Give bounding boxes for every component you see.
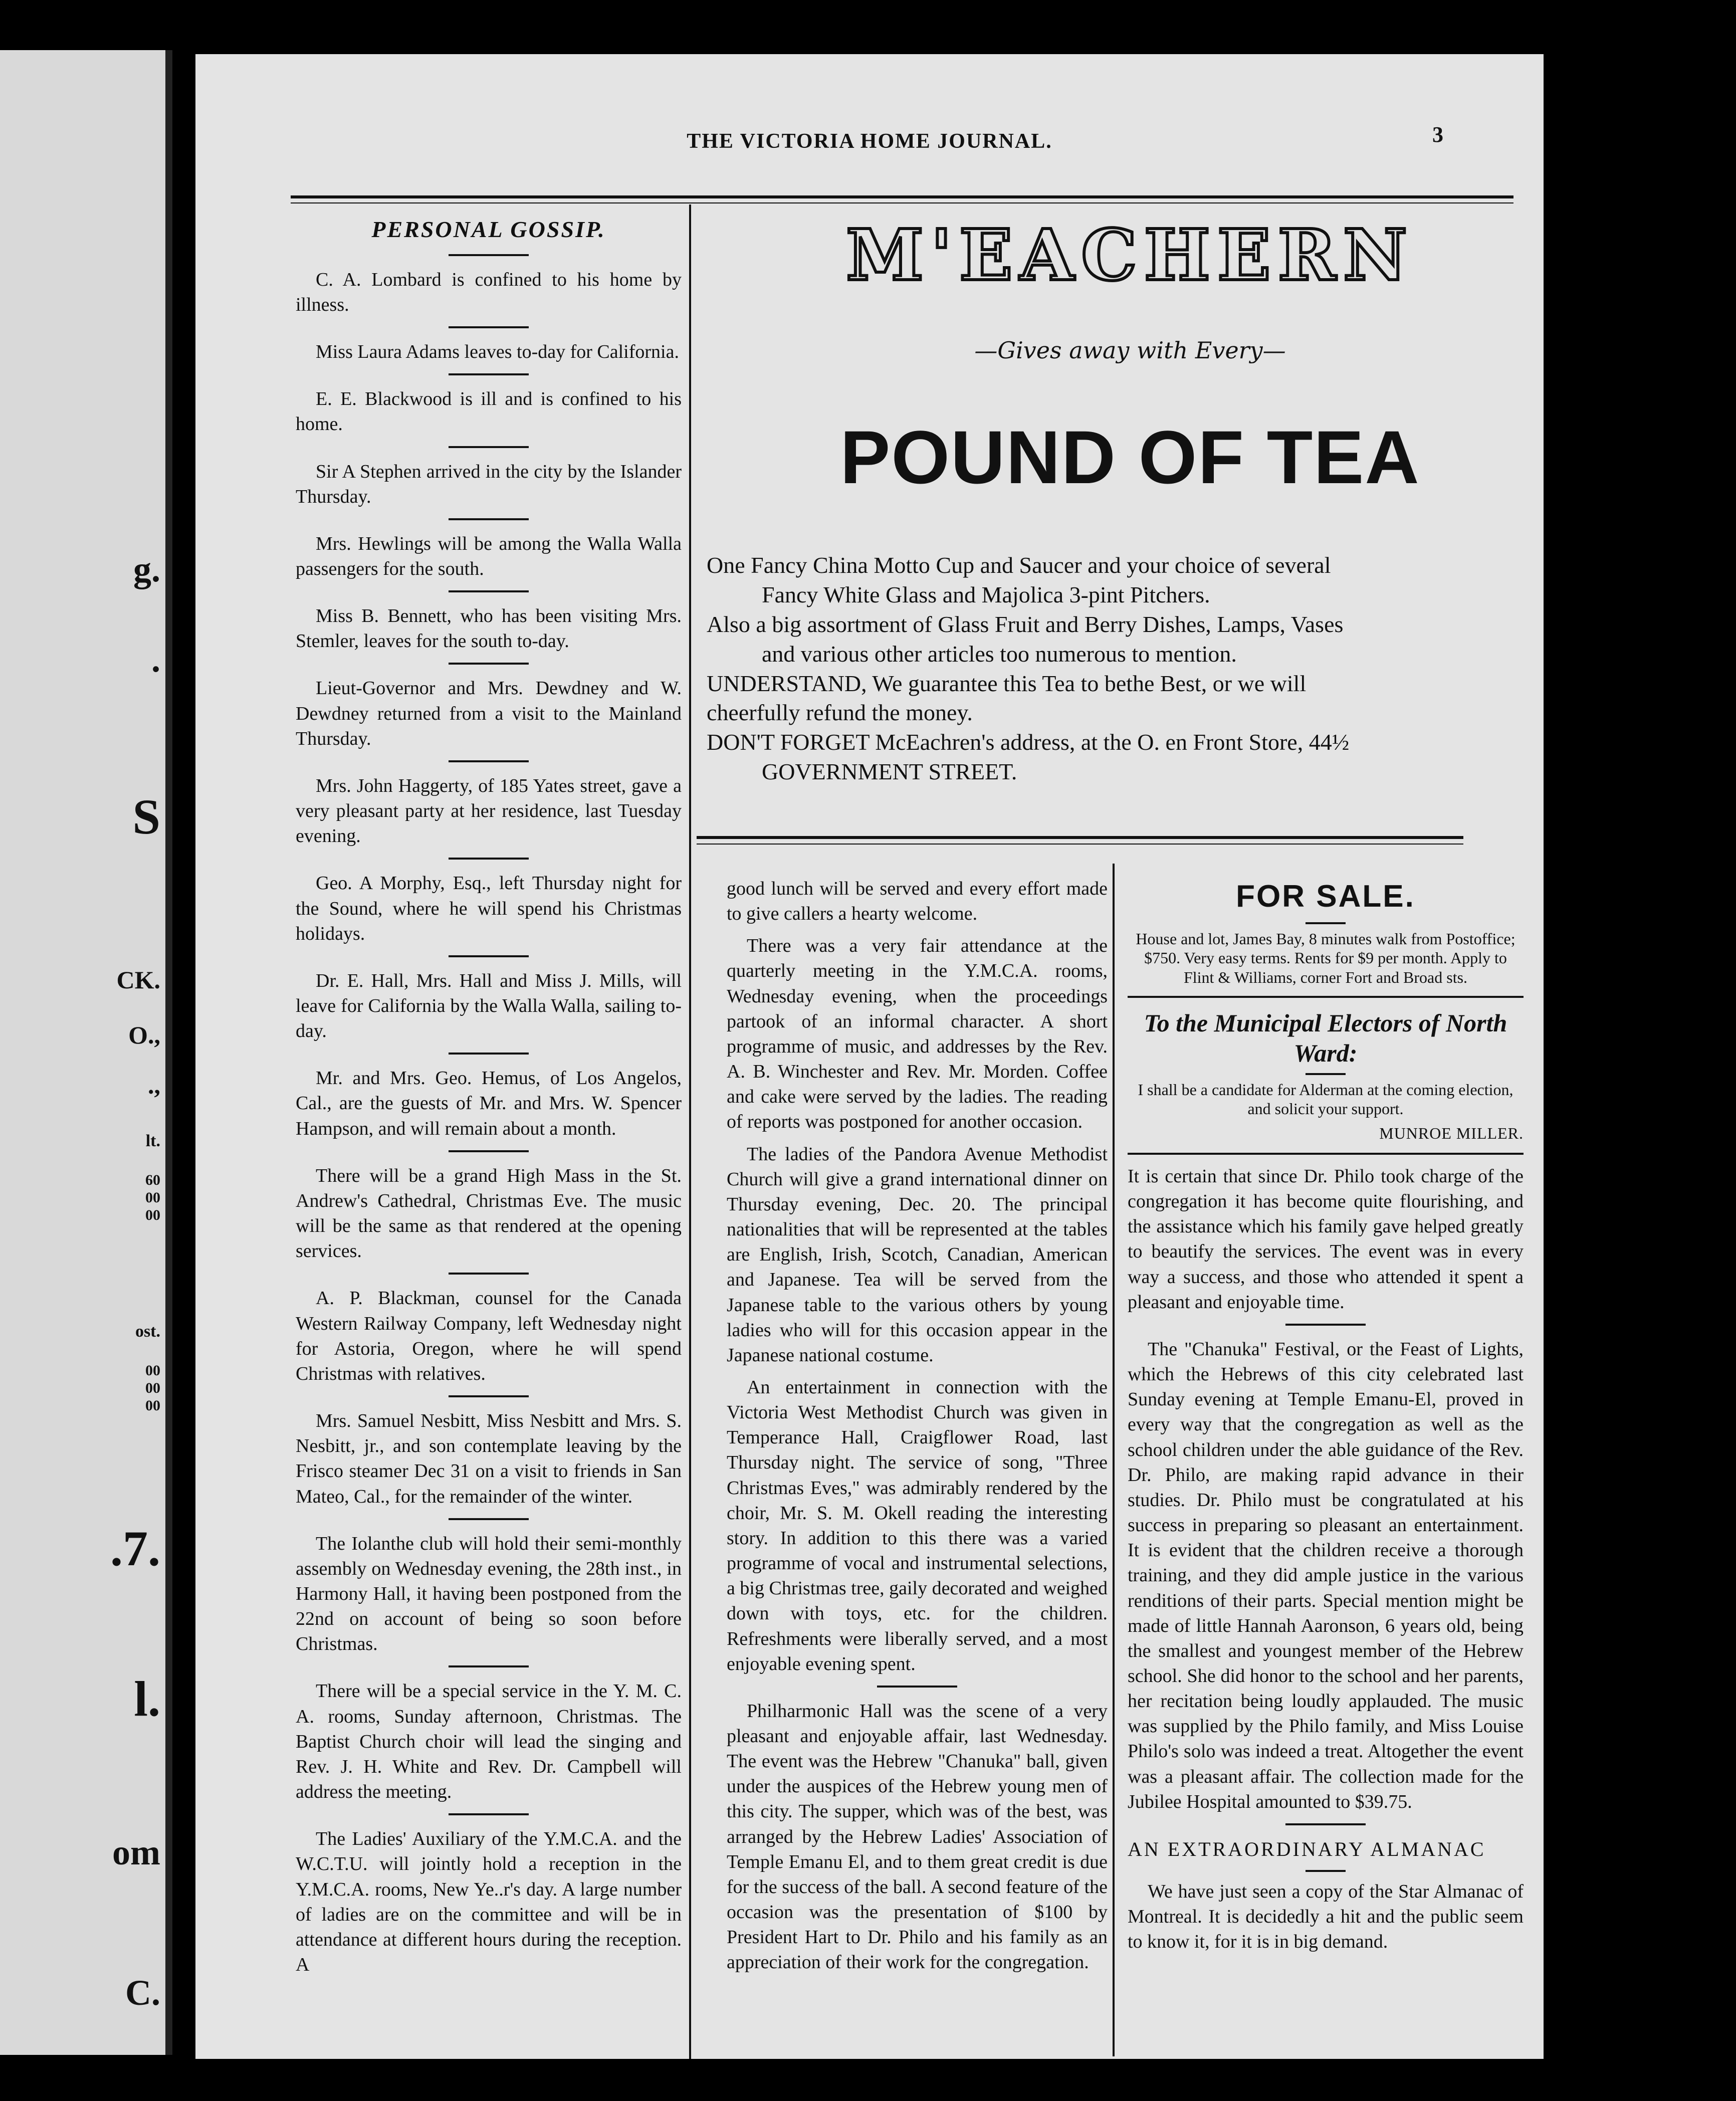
gossip-text: C. A. Lombard is confined to his home by illness. (296, 269, 682, 315)
fragment-text: O., (128, 1021, 160, 1049)
ad-line: cheerfully refund the money. (707, 700, 973, 726)
for-sale-heading: FOR SALE. (1236, 879, 1415, 914)
news-text: We have just seen a copy of the Star Almanac of Montreal. It is decidedly a hit and the public seem to know it, for it is in big demand. (1128, 1880, 1524, 1953)
adjacent-page-fragment (0, 50, 172, 2055)
gossip-item (296, 773, 682, 849)
separator (449, 1395, 529, 1397)
separator (1285, 1324, 1366, 1326)
fragment-text: S (132, 789, 160, 845)
for-sale-text: House and lot, James Bay, 8 minutes walk from Postoffice; $750. Very easy terms. Rents for $9 per month. Apply to Flint & Williams, corner Fort and Broad sts. (1136, 929, 1515, 986)
ad-line: UNDERSTAND, We guarantee this Tea to bethe Best, or we will (707, 670, 1307, 696)
separator (1306, 1870, 1346, 1872)
separator (877, 1686, 957, 1688)
section-rule (697, 844, 1463, 845)
news-item (727, 1375, 1108, 1676)
separator (449, 1150, 529, 1152)
ad-line: and various other articles too numerous to mention. (762, 641, 1237, 667)
ad-line: Fancy White Glass and Majolica 3-pint Pitchers. (762, 581, 1210, 607)
separator (449, 518, 529, 520)
gossip-item (296, 339, 682, 364)
separator (449, 760, 529, 762)
fragment-text: lt. (145, 1132, 160, 1150)
separator (449, 663, 529, 665)
gossip-text: Mrs. Samuel Nesbitt, Miss Nesbitt and Mrs. S. Nesbitt, jr., and son contemplate leaving by the Frisco steamer Dec 31 on a visit to friends in San Mateo, Cal., for the remainder of the winter. (296, 1410, 682, 1507)
almanac-heading: AN EXTRAORDINARY ALMANAC (1128, 1837, 1486, 1860)
fragment-text: om (112, 1832, 160, 1872)
fragment-text: C. (125, 1973, 160, 2013)
news-item (727, 876, 1108, 926)
section-title: PERSONAL GOSSIP. (371, 217, 606, 242)
news-text: An entertainment in connection with the Victoria West Methodist Church was given in Temperance Hall, Craigflower Road, last Thursday night. The service of song, "Three Christmas Eves," was admirably rendered by the choir, Mr. S. M. Okell reading the interesting story. In addition to this there was a varied programme of vocal and instrumental selections, a big Christmas tree, gaily decorated and weighed down with toys, etc. for the children. Refreshments were liberally served, and a most enjoyable evening spent. (727, 1376, 1108, 1674)
fragment-text: 60 (145, 1172, 160, 1188)
gossip-text: Geo. A Morphy, Esq., left Thursday night for the Sound, where he will spend his Christmas holidays. (296, 873, 682, 944)
gossip-item (296, 1163, 682, 1264)
gossip-item (296, 1826, 682, 1977)
gossip-text: There will be a special service in the Y. M. C. A. rooms, Sunday afternoon, Christmas. The Baptist Church choir will lead the singing and Rev. J. H. White and Rev. Dr. Campbell will address the meeting. (296, 1680, 682, 1803)
separator (449, 373, 529, 375)
separator (449, 1518, 529, 1520)
news-text: Philharmonic Hall was the scene of a very pleasant and enjoyable affair, last Wednesday. The event was the Hebrew "Chanuka" ball, given under the auspices of the Hebrew young men of this city. The supper, which was of the best, was arranged by the Hebrew Ladies' Association of Temple Emanu El, and to them great credit is due for the success of the ball. A second feature of the occasion was the presentation of $100 by President Hart to Dr. Philo and his family as an appreciation of their work for the congregation. (727, 1700, 1108, 1973)
separator (449, 1665, 529, 1667)
news-item (727, 1699, 1108, 1975)
separator (1306, 922, 1346, 924)
ad-store-name: M'EACHERN (846, 215, 1414, 297)
gossip-item (296, 871, 682, 946)
fragment-text: ., (148, 1071, 160, 1099)
fragment-text: 00 (145, 1362, 160, 1379)
gossip-text: The Ladies' Auxiliary of the Y.M.C.A. and the W.C.T.U. will jointly hold a reception in the Y.M.C.A. rooms, New Ye..r's day. A large number of ladies are on the committee and will be in attendance at different hours during the reception. A (296, 1828, 682, 1975)
ad-headline: POUND OF TEA (840, 415, 1420, 499)
news-item (1128, 1164, 1524, 1315)
electors-signature: MUNROE MILLER. (1379, 1124, 1524, 1142)
fragment-text: 00 (145, 1397, 160, 1414)
header-rule (291, 195, 1513, 198)
separator (449, 955, 529, 957)
gossip-item (296, 459, 682, 509)
news-item (1128, 1879, 1524, 1954)
fragment-text: ost. (135, 1322, 160, 1341)
gossip-text: Lieut-Governor and Mrs. Dewdney and W. Dewdney returned from a visit to the Mainland Thursday. (296, 678, 682, 749)
electors-heading: To the Municipal Electors of North Ward: (1144, 1009, 1507, 1067)
gossip-item (296, 386, 682, 437)
news-item (727, 933, 1108, 1134)
news-text: It is certain that since Dr. Philo took charge of the congregation it has become quite flourishing, and the assistance which his family gave helped greatly to beautify the services. The event was in every way a success, and those who attended it spent a pleasant and enjoyable time. (1128, 1166, 1524, 1313)
masthead: THE VICTORIA HOME JOURNAL. (687, 130, 1052, 153)
personal-gossip-column (296, 215, 682, 1977)
gossip-text: Mrs. Hewlings will be among the Walla Walla passengers for the south. (296, 533, 682, 579)
separator (449, 446, 529, 448)
page-shadow (1544, 50, 1736, 2101)
fragment-text: CK. (116, 966, 160, 994)
separator (1128, 996, 1524, 998)
separator (1128, 1153, 1524, 1155)
fragment-text: . (151, 640, 160, 680)
gossip-text: The Iolanthe club will hold their semi-monthly assembly on Wednesday evening, the 28th inst., in Harmony Hall, it having been postponed from the 22nd on account of being so soon before Christmas. (296, 1533, 682, 1655)
fragment-text: g. (133, 549, 160, 589)
separator (449, 1273, 529, 1275)
column-rule (1113, 864, 1115, 2056)
separator (449, 1813, 529, 1815)
ad-line: One Fancy China Motto Cup and Saucer and your choice of several (707, 552, 1331, 578)
separator (449, 326, 529, 328)
separator (1285, 1823, 1366, 1825)
ad-line: Also a big assortment of Glass Fruit and Berry Dishes, Lamps, Vases (707, 611, 1344, 637)
gossip-text: There will be a grand High Mass in the St. Andrew's Cathedral, Christmas Eve. The music will be the same as that rendered at the opening services. (296, 1165, 682, 1262)
gossip-item (296, 968, 682, 1043)
gossip-item (296, 1066, 682, 1141)
section-rule (697, 836, 1463, 839)
fragment-text: 00 (145, 1380, 160, 1396)
gossip-text: Miss Laura Adams leaves to-day for California. (316, 341, 679, 363)
header-rule (291, 202, 1513, 203)
news-column-right (1128, 876, 1524, 1954)
fragment-text: 00 (145, 1207, 160, 1223)
mceachern-advertisement (707, 209, 1554, 836)
news-column-middle (727, 876, 1108, 1975)
page-number: 3 (1432, 122, 1443, 147)
gossip-item (296, 1408, 682, 1509)
gossip-text: Mrs. John Haggerty, of 185 Yates street, gave a very pleasant party at her residence, last Tuesday evening. (296, 775, 682, 847)
gossip-text: E. E. Blackwood is ill and is confined to his home. (296, 388, 682, 435)
news-item (1128, 1337, 1524, 1814)
news-text: The ladies of the Pandora Avenue Methodist Church will give a grand international dinner on Thursday evening, Dec. 20. The principal nationalities that will be represented at the tables are English, Irish, Scotch, Canadian, American and Japanese. Tea will be served from the Japanese table to the various others by young ladies who will for this occasion appear in the Japanese national costume. (727, 1143, 1108, 1366)
gossip-text: Dr. E. Hall, Mrs. Hall and Miss J. Mills, will leave for California by the Walla Walla, sailing to-day. (296, 970, 682, 1042)
gossip-text: Mr. and Mrs. Geo. Hemus, of Los Angelos, Cal., are the guests of Mr. and Mrs. W. Spencer Hampson, and will remain about a month. (296, 1068, 682, 1139)
electors-text: I shall be a candidate for Alderman at the coming election, and solicit your support. (1138, 1081, 1513, 1118)
column-rule (689, 204, 691, 2059)
separator (449, 1053, 529, 1055)
ad-line: DON'T FORGET McEachren's address, at the O. en Front Store, 44½ (707, 729, 1350, 755)
fragment-text: .7. (110, 1521, 160, 1576)
gossip-text: Sir A Stephen arrived in the city by the Islander Thursday. (296, 461, 682, 507)
news-item (727, 1142, 1108, 1368)
fragment-text: 00 (145, 1189, 160, 1206)
gossip-item (296, 603, 682, 654)
gossip-item (296, 531, 682, 581)
gossip-text: Miss B. Bennett, who has been visiting Mrs. Stemler, leaves for the south to-day. (296, 605, 682, 652)
separator (449, 858, 529, 860)
separator (449, 254, 529, 256)
news-text: good lunch will be served and every effort made to give callers a hearty welcome. (727, 878, 1108, 925)
gossip-item (296, 1531, 682, 1657)
gossip-text: A. P. Blackman, counsel for the Canada Western Railway Company, left Wednesday night for Astoria, Oregon, where he will spend Christmas with relatives. (296, 1288, 682, 1384)
separator (449, 590, 529, 592)
separator (1306, 1073, 1346, 1075)
gossip-item (296, 676, 682, 751)
gossip-item (296, 1286, 682, 1386)
news-text: There was a very fair attendance at the quarterly meeting in the Y.M.C.A. rooms, Wednesday evening, when the proceedings partook of an informal character. A short programme of music, and addresses by the Rev. A. B. Winchester and Rev. Mr. Morden. Coffee and cake were served by the ladies. The reading of reports was postponed for another occasion. (727, 935, 1108, 1133)
ad-body (707, 551, 1554, 787)
ad-line: GOVERNMENT STREET. (762, 759, 1017, 785)
gossip-item (296, 267, 682, 317)
gossip-item (296, 1678, 682, 1804)
ad-subtitle: —Gives away with Every— (974, 337, 1286, 364)
news-text: The "Chanuka" Festival, or the Feast of Lights, which the Hebrews of this city celebrated last Sunday evening at Temple Emanu-El, proved in every way that the congregation as well as the school children under the able guidance of the Rev. Dr. Philo, are making rapid advance in their studies. Dr. Philo must be congratulated at his success in preparing so pleasant an entertainment. It is evident that the children receive a thorough training, and they did ample justice in the various renditions of their parts. Special mention might be made of little Hannah Aaronson, 6 years old, being the smallest and youngest member of the Hebrew school. She did honor to the school and her parents, her recitation being loudly applauded. The music was supplied by the Philo family, and Miss Louise Philo's solo was indeed a treat. Altogether the event was a pleasant affair. The collection made for the Jubilee Hospital amounted to $39.75. (1128, 1338, 1524, 1812)
newspaper-page (195, 54, 1544, 2059)
fragment-text: l. (134, 1671, 160, 1727)
